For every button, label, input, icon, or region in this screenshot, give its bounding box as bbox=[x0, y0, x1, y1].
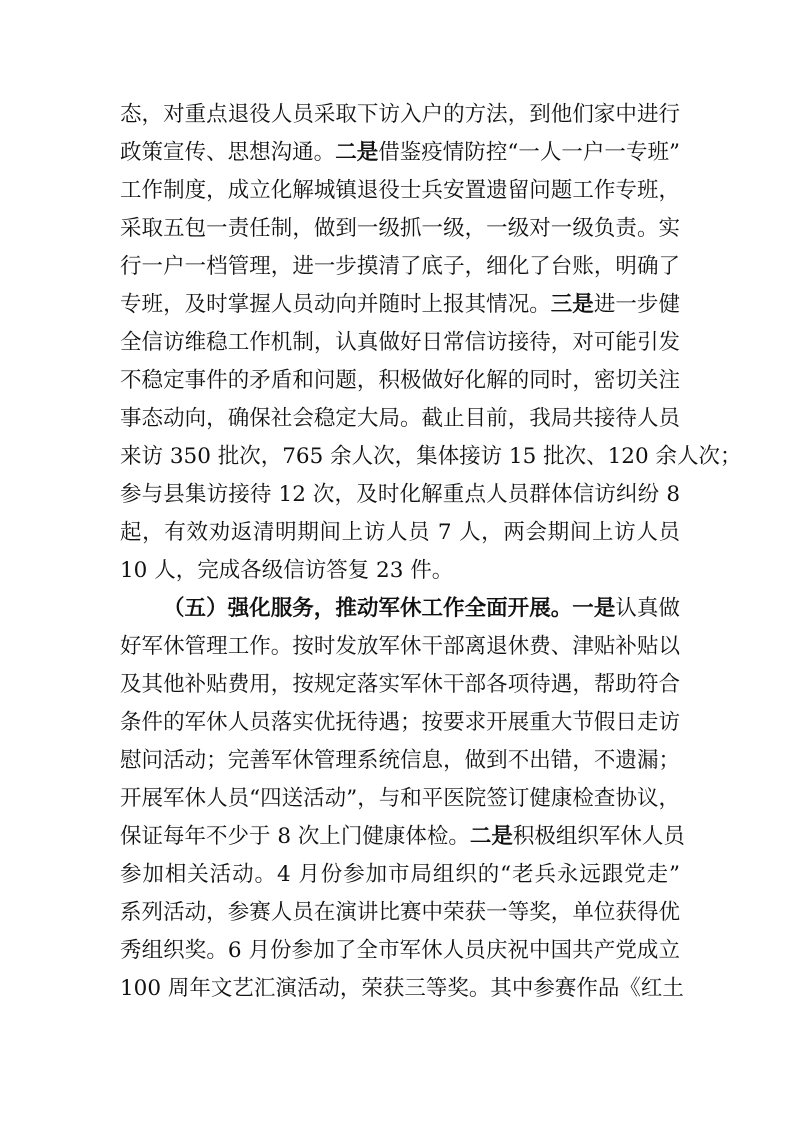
text-span: 不稳定事件的矛盾和问题，积极做好化解的同时，密切关注 bbox=[120, 368, 680, 393]
text-line bbox=[120, 172, 680, 210]
text-span: 条件的军休人员落实优抚待遇；按要求开展重大节假日走访 bbox=[120, 710, 680, 735]
paragraph-petition-work bbox=[120, 96, 742, 590]
text-span: 及其他补贴费用，按规定落实军休干部各项待遇，帮助符合 bbox=[120, 672, 680, 697]
text-line bbox=[120, 248, 680, 286]
emphasis-ordinal: 二是 bbox=[469, 824, 513, 849]
text-line bbox=[120, 438, 742, 476]
text-line bbox=[120, 970, 684, 1008]
text-line bbox=[120, 476, 680, 514]
text-span: 态，对重点退役人员采取下访入户的方法，到他们家中进行 bbox=[120, 102, 680, 127]
text-span: 事态动向，确保社会稳定大局。截止目前，我局共接待人员 bbox=[120, 406, 680, 431]
text-span: 10 人，完成各级信访答复 23 件。 bbox=[120, 558, 454, 583]
emphasis-ordinal: 一是 bbox=[572, 596, 616, 621]
text-span: 秀组织奖。6 月份参加了全市军休人员庆祝中国共产党成立 bbox=[120, 938, 680, 963]
text-line bbox=[120, 552, 680, 590]
text-span: 起，有效劝返清明期间上访人员 7 人，两会期间上访人员 bbox=[120, 520, 680, 545]
section-heading: （五）强化服务，推动军休工作全面开展。 bbox=[163, 596, 573, 621]
text-span: 认真做 bbox=[615, 596, 680, 621]
text-span: 100 周年文艺汇演活动，荣获三等奖。其中参赛作品《红土 bbox=[120, 976, 684, 1001]
text-span: 工作制度，成立化解城镇退役士兵安置遗留问题工作专班， bbox=[120, 178, 680, 203]
text-line bbox=[120, 894, 680, 932]
text-span: 政策宣传、思想沟通。 bbox=[120, 140, 336, 165]
text-line bbox=[120, 362, 680, 400]
document-body bbox=[120, 96, 742, 1008]
section-heading-line bbox=[120, 590, 680, 628]
text-span: 进一步健 bbox=[593, 292, 680, 317]
text-line bbox=[120, 286, 680, 324]
text-span: 开展军休人员“四送活动”，与和平医院签订健康检查协议， bbox=[120, 786, 680, 811]
text-line bbox=[120, 400, 680, 438]
text-line bbox=[120, 932, 680, 970]
text-line bbox=[120, 514, 680, 552]
text-span: 系列活动，参赛人员在演讲比赛中荣获一等奖，单位获得优 bbox=[120, 900, 680, 925]
text-line bbox=[120, 742, 680, 780]
emphasis-ordinal: 二是 bbox=[335, 140, 379, 165]
text-span: 来访 350 批次，765 余人次，集体接访 15 批次、120 余人次； bbox=[120, 444, 742, 469]
text-line bbox=[120, 324, 680, 362]
text-span: 借鉴疫情防控“一人一户一专班” bbox=[378, 140, 680, 165]
text-span: 行一户一档管理，进一步摸清了底子，细化了台账，明确了 bbox=[120, 254, 680, 279]
text-line bbox=[120, 628, 680, 666]
text-line bbox=[120, 666, 680, 704]
text-span: 好军休管理工作。按时发放军休干部离退休费、津贴补贴以 bbox=[120, 634, 680, 659]
paragraph-military-retiree-service bbox=[120, 590, 685, 1008]
emphasis-ordinal: 三是 bbox=[550, 292, 594, 317]
text-line bbox=[120, 210, 680, 248]
text-line bbox=[120, 96, 680, 134]
text-span: 参与县集访接待 12 次，及时化解重点人员群体信访纠纷 8 bbox=[120, 482, 680, 507]
text-line bbox=[120, 134, 680, 172]
text-span: 全信访维稳工作机制，认真做好日常信访接待，对可能引发 bbox=[120, 330, 680, 355]
text-line bbox=[120, 818, 685, 856]
text-line bbox=[120, 780, 680, 818]
text-line bbox=[120, 704, 680, 742]
text-span: 采取五包一责任制，做到一级抓一级，一级对一级负责。实 bbox=[120, 216, 680, 241]
text-span: 保证每年不少于 8 次上门健康体检。 bbox=[120, 824, 470, 849]
text-span: 专班，及时掌握人员动向并随时上报其情况。 bbox=[120, 292, 551, 317]
text-span: 慰问活动；完善军休管理系统信息，做到不出错，不遗漏； bbox=[120, 748, 680, 773]
text-span: 参加相关活动。4 月份参加市局组织的“老兵永远跟党走” bbox=[120, 862, 680, 887]
text-span: 积极组织军休人员 bbox=[512, 824, 685, 849]
text-line bbox=[120, 856, 680, 894]
